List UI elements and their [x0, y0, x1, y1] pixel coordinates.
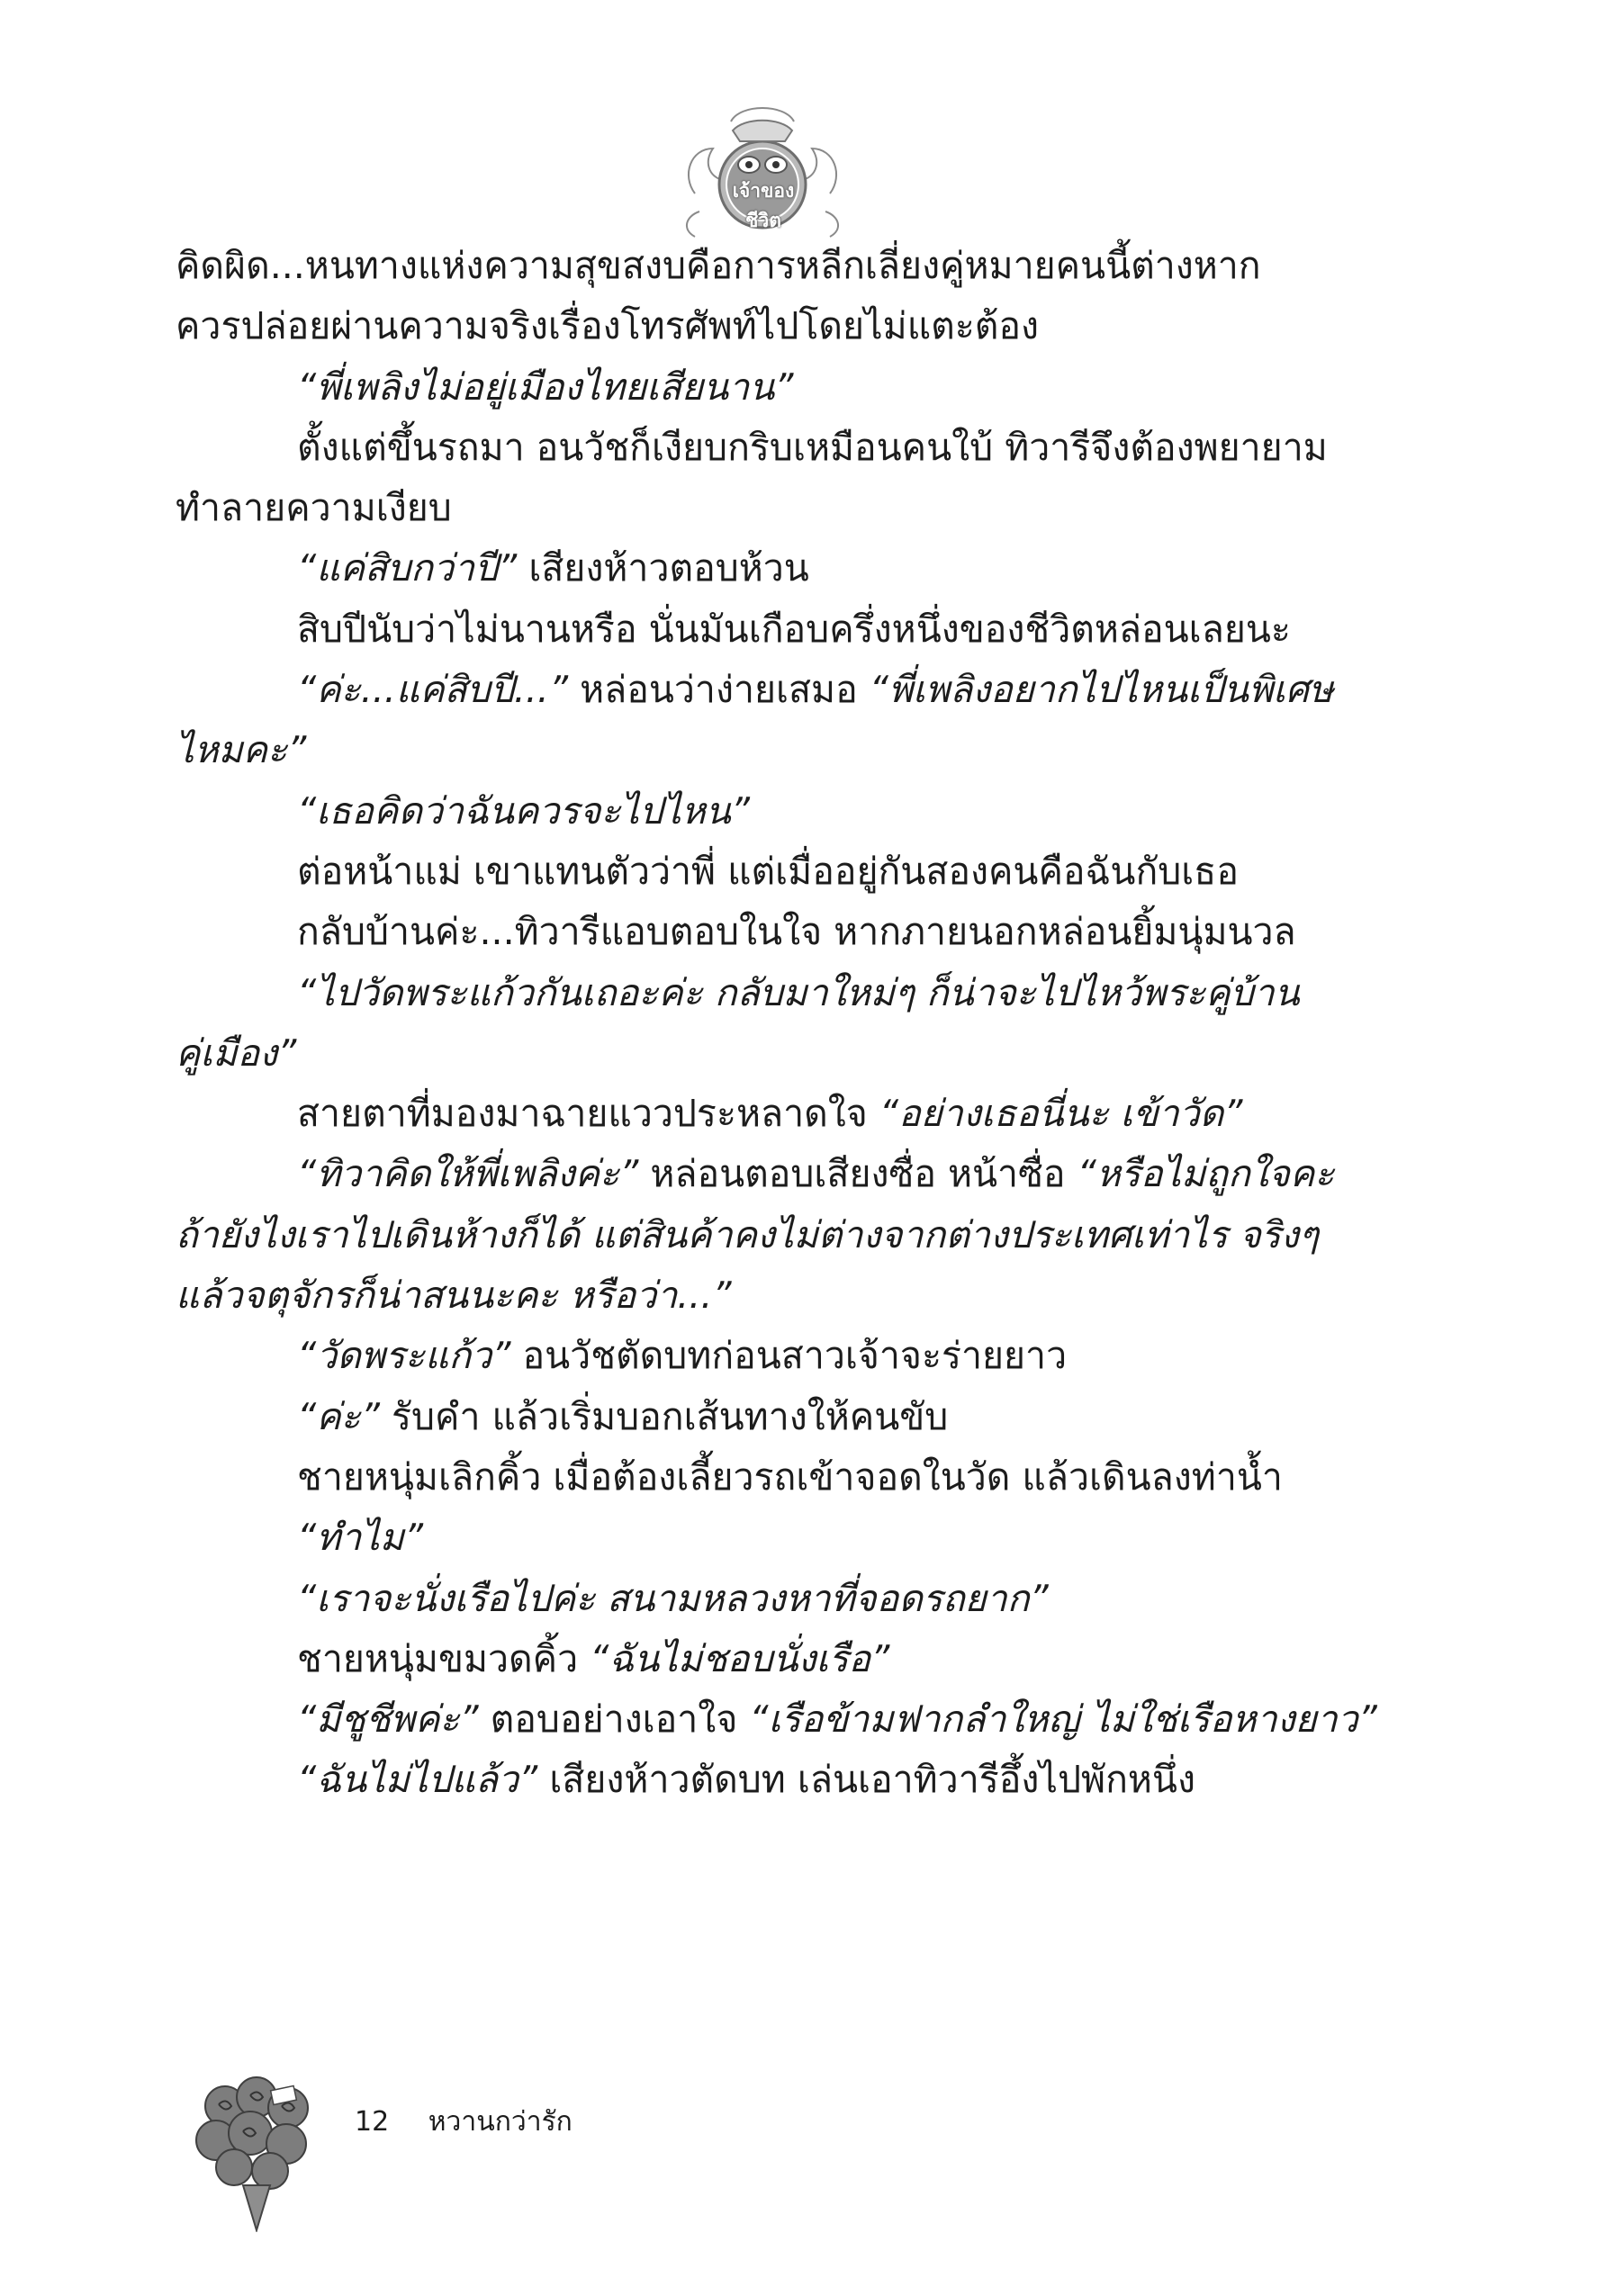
emblem-label: เจ้าของชีวิต	[732, 180, 795, 231]
text-run: สิบปีนับว่าไม่นานหรือ นั่นมันเกือบครึ่งหนึ่งของชีวิตหล่อนเลยนะ	[297, 607, 1291, 651]
text-run: “พี่เพลิงอยากไปไหนเป็นพิเศษ	[869, 668, 1334, 712]
text-run: ทำลายความเงียบ	[176, 486, 452, 530]
text-line	[176, 1144, 1436, 1204]
text-run: ไหมคะ”	[176, 728, 307, 772]
text-run: หล่อนตอบเสียงซื่อ หน้าซื่อ	[638, 1152, 1078, 1196]
text-run: คิดผิด...หนทางแห่งความสุขสงบคือการหลีกเลี่ยงคู่หมายคนนี้ต่างหาก	[176, 244, 1261, 287]
text-run: “มีชูชีพค่ะ”	[297, 1697, 479, 1742]
text-run: หล่อนว่าง่ายเสมอ	[568, 668, 870, 712]
text-run: รับคำ แล้วเริ่มบอกเส้นทางให้คนขับ	[379, 1394, 949, 1438]
text-run: “ค่ะ...แค่สิบปี...”	[297, 668, 569, 712]
text-line	[176, 478, 1436, 538]
text-run: กลับบ้านค่ะ...ทิวารีแอบตอบในใจ หากภายนอกหล่อนยิ้มนุ่มนวล	[297, 910, 1296, 954]
text-line	[176, 538, 1436, 599]
story-text	[176, 236, 1436, 1811]
text-run: ต่อหน้าแม่ เขาแทนตัวว่าพี่ แต่เมื่ออยู่กันสองคนคือฉันกับเธอ	[297, 849, 1239, 893]
text-run: “หรือไม่ถูกใจคะ	[1077, 1152, 1335, 1196]
text-run: แล้วจตุจักรก็น่าสนนะคะ หรือว่า...”	[176, 1274, 732, 1318]
text-run: “เรือข้ามฟากลำใหญ่ ไม่ใช่เรือหางยาว”	[749, 1697, 1377, 1742]
text-run: “ฉันไม่ชอบนั่งเรือ”	[590, 1636, 890, 1680]
text-run: “อย่างเธอนี่นะ เข้าวัด”	[879, 1092, 1243, 1136]
text-line	[176, 1084, 1436, 1144]
page-number: 12	[355, 2106, 390, 2138]
text-run: ควรปล่อยผ่านความจริงเรื่องโทรศัพท์ไปโดยไม่แตะต้อง	[176, 304, 1040, 348]
text-run: ตั้งแต่ขึ้นรถมา อนวัชก็เงียบกริบเหมือนคนใบ้ ทิวารีจึงต้องพยายาม	[297, 425, 1328, 469]
book-title: หวานกว่ารัก	[428, 2106, 573, 2138]
text-run: ชายหนุ่มเลิกคิ้ว เมื่อต้องเลี้ยวรถเข้าจอดในวัด แล้วเดินลงท่าน้ำ	[297, 1454, 1283, 1499]
text-line	[176, 1689, 1436, 1750]
text-line	[176, 660, 1436, 720]
text-run: “ฉันไม่ไปแล้ว”	[297, 1758, 538, 1802]
text-line	[176, 1569, 1436, 1629]
text-run: “ไปวัดพระแก้วกันเถอะค่ะ กลับมาใหม่ๆ ก็น่าจะไปไหว้พระคู่บ้าน	[297, 970, 1300, 1014]
text-line	[176, 1750, 1436, 1810]
text-line	[176, 418, 1436, 478]
text-line	[176, 1265, 1436, 1326]
text-line	[176, 357, 1436, 418]
text-run: “ทิวาคิดให้พี่เพลิงค่ะ”	[297, 1152, 639, 1196]
text-line	[176, 236, 1436, 296]
text-line	[176, 781, 1436, 842]
text-run: “เราจะนั่งเรือไปค่ะ สนามหลวงหาที่จอดรถยาก”	[297, 1576, 1049, 1620]
text-line	[176, 296, 1436, 356]
text-line	[176, 902, 1436, 962]
text-run: ชายหนุ่มขมวดคิ้ว	[297, 1636, 591, 1680]
text-line	[176, 599, 1436, 660]
page-footer	[355, 2101, 573, 2143]
text-run: สายตาที่มองมาฉายแววประหลาดใจ	[297, 1092, 879, 1136]
text-line	[176, 1629, 1436, 1689]
text-run: เสียงห้าวตัดบท เล่นเอาทิวารีอึ้งไปพักหนึ่ง	[537, 1758, 1195, 1802]
text-line	[176, 1023, 1436, 1084]
text-line	[176, 1326, 1436, 1386]
text-run: อนวัชตัดบทก่อนสาวเจ้าจะร่ายยาว	[510, 1334, 1068, 1378]
text-run: “พี่เพลิงไม่อยู่เมืองไทยเสียนาน”	[297, 365, 794, 409]
rose-bouquet-icon	[189, 2070, 324, 2232]
text-run: ถ้ายังไงเราไปเดินห้างก็ได้ แต่สินค้าคงไม่ต่างจากต่างประเทศเท่าไร จริงๆ	[176, 1212, 1319, 1256]
text-run: คู่เมือง”	[176, 1031, 297, 1075]
text-run: “ทำไม”	[297, 1516, 424, 1560]
text-line	[176, 1387, 1436, 1447]
text-run: “ค่ะ”	[297, 1394, 380, 1438]
text-line	[176, 1205, 1436, 1265]
text-run: “เธอคิดว่าฉันควรจะไปไหน”	[297, 788, 751, 833]
text-run: “วัดพระแก้ว”	[297, 1334, 511, 1378]
text-run: ตอบอย่างเอาใจ	[478, 1697, 750, 1742]
text-line	[176, 1508, 1436, 1568]
text-line	[176, 720, 1436, 780]
text-line	[176, 1447, 1436, 1508]
text-run: เสียงห้าวตอบห้วน	[517, 546, 809, 590]
text-line	[176, 842, 1436, 902]
text-line	[176, 963, 1436, 1023]
text-run: “แค่สิบกว่าปี”	[297, 546, 518, 590]
